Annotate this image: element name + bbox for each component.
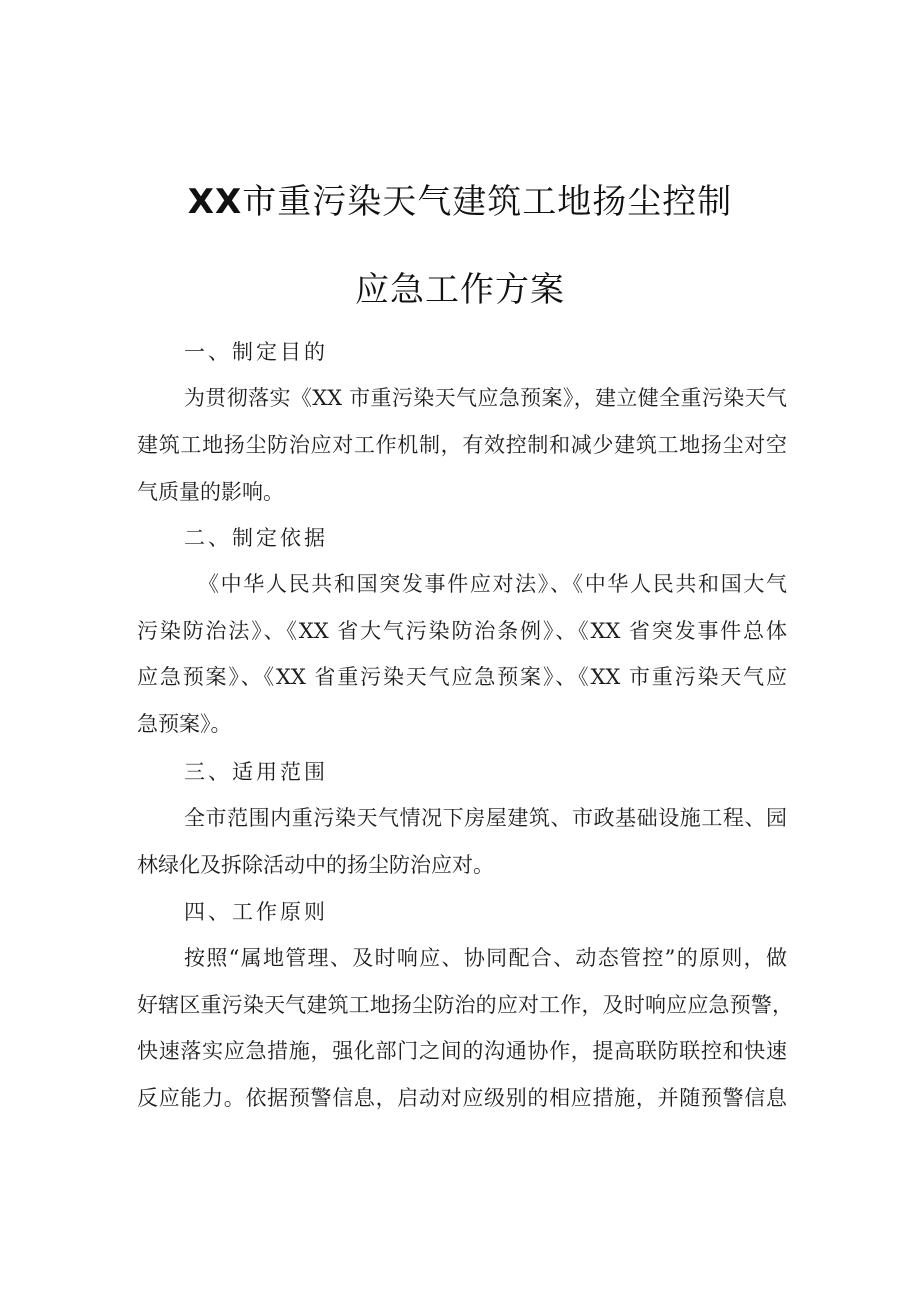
paragraph-line: 建筑工地扬尘防治应对工作机制，有效控制和减少建筑工地扬尘对空 bbox=[137, 433, 787, 457]
paragraph-line: 气质量的影响。 bbox=[137, 480, 284, 504]
paragraph-line: 全市范围内重污染天气情况下房屋建筑、市政基础设施工程、园 bbox=[184, 806, 787, 830]
paragraph-line: 好辖区重污染天气建筑工地扬尘防治的应对工作，及时响应应急预警， bbox=[137, 993, 793, 1017]
section-heading: 二、制定依据 bbox=[184, 526, 328, 550]
section-heading: 四、工作原则 bbox=[184, 900, 328, 924]
paragraph-line: 反应能力。依据预警信息，启动对应级别的相应措施，并随预警信息 bbox=[137, 1086, 787, 1110]
paragraph-line: 按照“属地管理、及时响应、协同配合、动态管控”的原则，做 bbox=[184, 946, 787, 970]
title-prefix: XX bbox=[187, 182, 243, 222]
section-heading: 一、制定目的 bbox=[184, 340, 328, 364]
document-title-line-1 bbox=[0, 174, 920, 223]
document-title-line-2: 应急工作方案 bbox=[355, 270, 565, 310]
section-heading: 三、适用范围 bbox=[184, 760, 328, 784]
paragraph-line: 污染防治法》、《XX 省大气污染防治条例》、《XX 省突发事件总体 bbox=[137, 619, 787, 643]
title-line-1-text: 市重污染天气建筑工地扬尘控制 bbox=[242, 182, 733, 222]
paragraph-line: 急预案》。 bbox=[137, 712, 232, 736]
paragraph-line: 林绿化及拆除活动中的扬尘防治应对。 bbox=[137, 853, 494, 877]
paragraph-line: 快速落实应急措施，强化部门之间的沟通协作，提高联防联控和快速 bbox=[137, 1039, 787, 1063]
paragraph-line: 应急预案》、《XX 省重污染天气应急预案》、《XX 市重污染天气应 bbox=[137, 665, 787, 689]
paragraph-line: 为贯彻落实《XX 市重污染天气应急预案》，建立健全重污染天气 bbox=[184, 386, 787, 410]
paragraph-line: 《中华人民共和国突发事件应对法》、《中华人民共和国大气 bbox=[198, 572, 787, 596]
